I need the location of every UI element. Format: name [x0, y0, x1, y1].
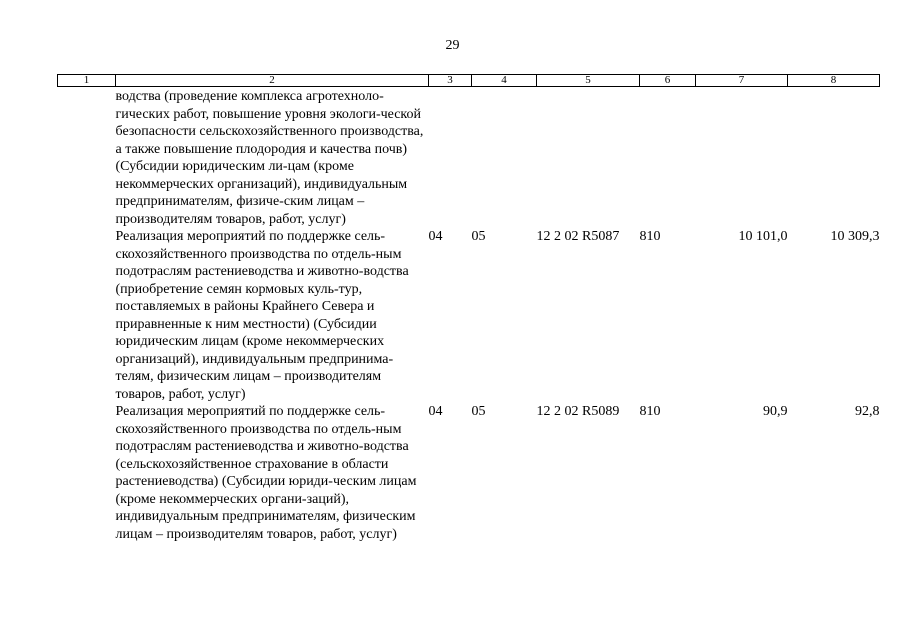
column-header-6: 6 — [640, 75, 696, 87]
row-section: 04 — [428, 229, 443, 244]
row-expense-type: 810 — [639, 229, 661, 244]
row-section: 04 — [428, 404, 443, 419]
column-header-5: 5 — [537, 75, 640, 87]
column-header-3: 3 — [429, 75, 472, 87]
column-header-1: 1 — [58, 75, 116, 87]
row-amount-1: 10 101,0 — [738, 229, 788, 244]
column-header-8: 8 — [788, 75, 880, 87]
column-header-4: 4 — [472, 75, 537, 87]
page-number: 29 — [445, 38, 460, 53]
row-amount-2: 92,8 — [855, 404, 880, 419]
column-header-2: 2 — [116, 75, 429, 87]
row-description: Реализация мероприятий по поддержке сель-скохозяйственного производства по отдель-ным подотраслям растениеводства и животно-водства (приобретение семян кормовых куль-тур, поставляемых в районы Крайнего Севера и приравненные к ним местности) (Субсидии юридическим лицам (кроме некоммерческих организаций), индивидуальным предпринима-телям, физическим лицам – производителям товаров, работ, услуг) — [115, 229, 409, 402]
empty-cell — [58, 403, 116, 543]
row-target-article: 12 2 02 R5087 — [536, 229, 620, 244]
row-target-article: 12 2 02 R5089 — [536, 404, 620, 419]
column-header-7: 7 — [696, 75, 788, 87]
row-description: Реализация мероприятий по поддержке сель-скохозяйственного производства по отдель-ным подотраслям растениеводства и животно-водства (сельскохозяйственное страхование в области растениеводства) (Субсидии юриди-ческим лицам (кроме некоммерческих органи-заций), индивидуальным предпринимателям, физическим лицам – производителям товаров, работ, услуг) — [115, 404, 417, 542]
row-subsection: 05 — [471, 404, 486, 419]
column-number-header-row — [58, 75, 880, 87]
row-subsection: 05 — [471, 229, 486, 244]
continuation-row — [58, 87, 880, 229]
table-row — [58, 403, 880, 543]
row-amount-1: 90,9 — [763, 404, 788, 419]
budget-table — [57, 74, 880, 543]
row-expense-type: 810 — [639, 404, 661, 419]
continuation-description: водства (проведение комплекса агротехноло-гических работ, повышение уровня экологи-ческой безопасности сельскохозяйственного производства, а также повышение плодородия и качества почв) (Субсидии юридическим ли-цам (кроме некоммерческих организаций), индивидуальным предпринимателям, физиче-ским лицам – производителям товаров, работ, услуг) — [115, 89, 424, 227]
empty-cell — [58, 228, 116, 403]
table-row — [58, 228, 880, 403]
row-amount-2: 10 309,3 — [830, 229, 880, 244]
empty-cell — [58, 87, 116, 229]
